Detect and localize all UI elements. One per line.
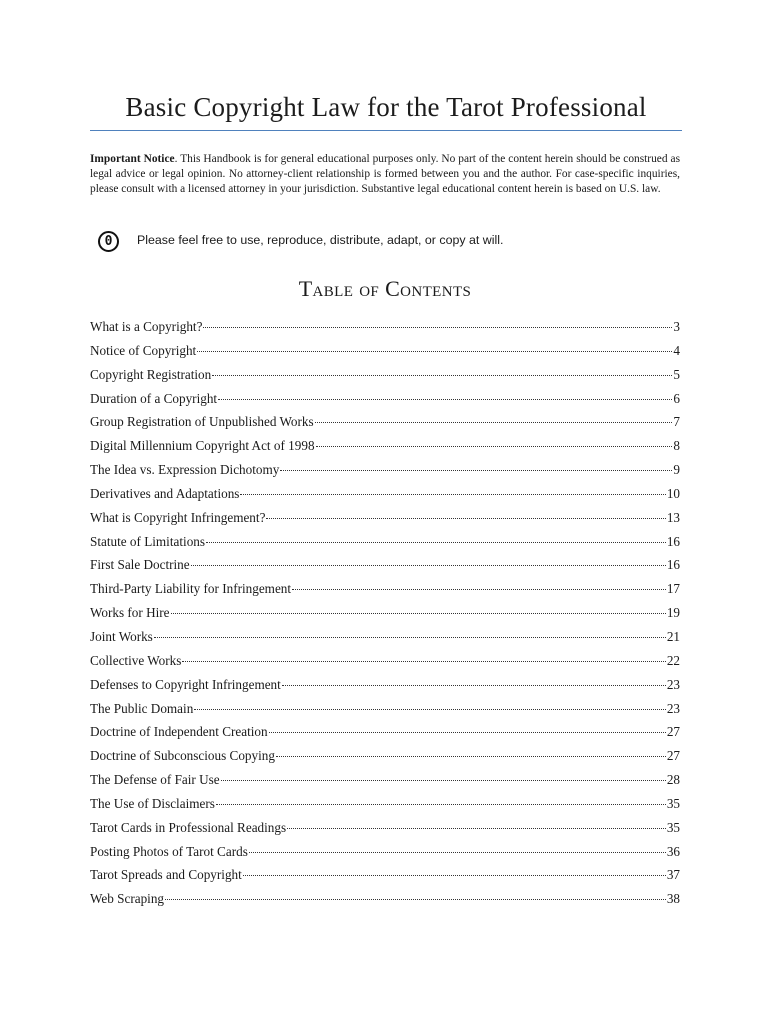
toc-entry-page-number[interactable]: 27: [666, 748, 680, 764]
toc-heading: Table of Contents: [298, 276, 472, 301]
toc-dot-leader: [292, 589, 666, 590]
toc-dot-leader: [266, 518, 665, 519]
toc-entry[interactable]: [90, 605, 680, 629]
toc-entry-page-number[interactable]: 5: [673, 366, 680, 382]
toc-entry-page-number[interactable]: 17: [666, 581, 680, 597]
toc-entry-page-number[interactable]: 27: [666, 724, 680, 740]
toc-entry[interactable]: [90, 486, 680, 510]
toc-entry[interactable]: [90, 629, 680, 653]
toc-dot-leader: [276, 756, 666, 757]
toc-entry[interactable]: [90, 414, 680, 438]
toc-dot-leader: [165, 899, 666, 900]
toc-entry-label[interactable]: The Defense of Fair Use: [90, 772, 220, 788]
toc-dot-leader: [269, 732, 666, 733]
toc-entry[interactable]: [90, 891, 680, 915]
toc-entry-label[interactable]: Web Scraping: [90, 891, 165, 907]
toc-entry[interactable]: [90, 748, 680, 772]
toc-entry-page-number[interactable]: 13: [666, 509, 680, 525]
toc-dot-leader: [221, 780, 666, 781]
toc-dot-leader: [287, 828, 666, 829]
toc-entry-label[interactable]: Defenses to Copyright Infringement: [90, 676, 281, 692]
toc-entry-label[interactable]: Joint Works: [90, 628, 153, 644]
toc-entry[interactable]: [90, 438, 680, 462]
toc-dot-leader: [191, 565, 666, 566]
toc-entry-page-number[interactable]: 23: [666, 676, 680, 692]
toc-entry-page-number[interactable]: 36: [666, 843, 680, 859]
toc-entry-page-number[interactable]: 3: [673, 319, 680, 334]
toc-entry-label[interactable]: Third-Party Liability for Infringement: [90, 581, 292, 597]
toc-entry[interactable]: [90, 653, 680, 677]
toc-entry-label[interactable]: Tarot Cards in Professional Readings: [90, 819, 287, 835]
toc-entry[interactable]: [90, 867, 680, 891]
toc-entry[interactable]: [90, 367, 680, 391]
toc-entry-page-number[interactable]: 35: [666, 819, 680, 835]
title-underline: [90, 130, 682, 131]
toc-entry[interactable]: [90, 844, 680, 868]
toc-entry[interactable]: [90, 391, 680, 415]
toc-dot-leader: [240, 494, 665, 495]
toc-dot-leader: [218, 399, 672, 400]
toc-entry-label[interactable]: Notice of Copyright: [90, 342, 197, 358]
toc-entry-label[interactable]: What is Copyright Infringement?: [90, 509, 266, 525]
toc-entry-page-number[interactable]: 6: [673, 390, 680, 406]
toc-dot-leader: [249, 852, 666, 853]
toc-dot-leader: [182, 661, 665, 662]
toc-entry[interactable]: [90, 772, 680, 796]
toc-entry[interactable]: [90, 510, 680, 534]
toc-entry-label[interactable]: Derivatives and Adaptations: [90, 485, 240, 501]
toc-entry-label[interactable]: Digital Millennium Copyright Act of 1998: [90, 438, 315, 454]
toc-entry-page-number[interactable]: 22: [666, 652, 680, 668]
notice-label: Important Notice: [90, 153, 175, 165]
toc-entry-label[interactable]: Tarot Spreads and Copyright: [90, 867, 242, 883]
toc-dot-leader: [282, 685, 666, 686]
toc-entry[interactable]: [90, 343, 680, 367]
toc-dot-leader: [216, 804, 666, 805]
important-notice: [90, 152, 680, 197]
toc-entry-label[interactable]: First Sale Doctrine: [90, 557, 190, 573]
toc-dot-leader: [315, 422, 673, 423]
toc-entry-page-number[interactable]: 38: [666, 891, 680, 907]
toc-entry-page-number[interactable]: 7: [673, 414, 680, 430]
toc-entry-label[interactable]: Group Registration of Unpublished Works: [90, 414, 314, 430]
document-title: Basic Copyright Law for the Tarot Professional: [125, 92, 647, 122]
toc-dot-leader: [316, 446, 673, 447]
toc-entry[interactable]: [90, 534, 680, 558]
toc-entry-page-number[interactable]: 16: [666, 533, 680, 549]
table-of-contents: [90, 319, 680, 915]
toc-dot-leader: [280, 470, 672, 471]
cc-zero-icon: 0: [98, 231, 119, 252]
toc-entry-page-number[interactable]: 9: [673, 462, 680, 478]
toc-dot-leader: [197, 351, 672, 352]
toc-entry[interactable]: [90, 557, 680, 581]
toc-entry-page-number[interactable]: 8: [673, 438, 680, 454]
notice-text: . This Handbook is for general educational purposes only. No part of the content herein should be construed as legal advice or legal opinion. No attorney-client relationship is formed between you and the author. For case-specific inquiries, please consult with a licensed attorney in your jurisdiction. Substantive legal educational content herein is based on U.S. law.: [90, 153, 680, 195]
toc-entry[interactable]: [90, 796, 680, 820]
toc-dot-leader: [203, 327, 672, 328]
toc-dot-leader: [194, 709, 666, 710]
toc-entry-page-number[interactable]: 19: [666, 605, 680, 621]
toc-entry[interactable]: [90, 319, 680, 343]
toc-entry-label[interactable]: Collective Works: [90, 652, 182, 668]
toc-entry[interactable]: [90, 701, 680, 725]
toc-entry-label[interactable]: Works for Hire: [90, 605, 170, 621]
toc-entry-page-number[interactable]: 21: [666, 628, 680, 644]
toc-entry-label[interactable]: Duration of a Copyright: [90, 390, 218, 406]
toc-entry-page-number[interactable]: 23: [666, 700, 680, 716]
toc-entry[interactable]: [90, 462, 680, 486]
toc-entry-label[interactable]: The Public Domain: [90, 700, 194, 716]
toc-entry[interactable]: [90, 677, 680, 701]
toc-dot-leader: [154, 637, 666, 638]
toc-entry[interactable]: [90, 820, 680, 844]
license-text: Please feel free to use, reproduce, distribute, adapt, or copy at will.: [137, 233, 504, 247]
toc-dot-leader: [212, 375, 672, 376]
toc-entry-label[interactable]: What is a Copyright?: [90, 319, 203, 334]
toc-dot-leader: [206, 542, 666, 543]
toc-entry-page-number[interactable]: 16: [666, 557, 680, 573]
toc-entry[interactable]: [90, 581, 680, 605]
toc-entry-label[interactable]: Statute of Limitations: [90, 533, 206, 549]
toc-entry-label[interactable]: Posting Photos of Tarot Cards: [90, 843, 248, 859]
toc-entry-page-number[interactable]: 10: [666, 485, 680, 501]
toc-dot-leader: [171, 613, 666, 614]
toc-entry-page-number[interactable]: 37: [666, 867, 680, 883]
toc-entry-label[interactable]: Copyright Registration: [90, 366, 212, 382]
toc-entry-page-number[interactable]: 28: [666, 772, 680, 788]
toc-entry-label[interactable]: Doctrine of Independent Creation: [90, 724, 268, 740]
toc-dot-leader: [243, 875, 666, 876]
toc-entry-page-number[interactable]: 4: [673, 342, 680, 358]
toc-entry-label[interactable]: The Use of Disclaimers: [90, 795, 215, 811]
toc-entry[interactable]: [90, 724, 680, 748]
toc-entry-label[interactable]: Doctrine of Subconscious Copying: [90, 748, 275, 764]
toc-entry-label[interactable]: The Idea vs. Expression Dichotomy: [90, 462, 280, 478]
license-statement: [96, 231, 676, 255]
toc-entry-page-number[interactable]: 35: [666, 795, 680, 811]
